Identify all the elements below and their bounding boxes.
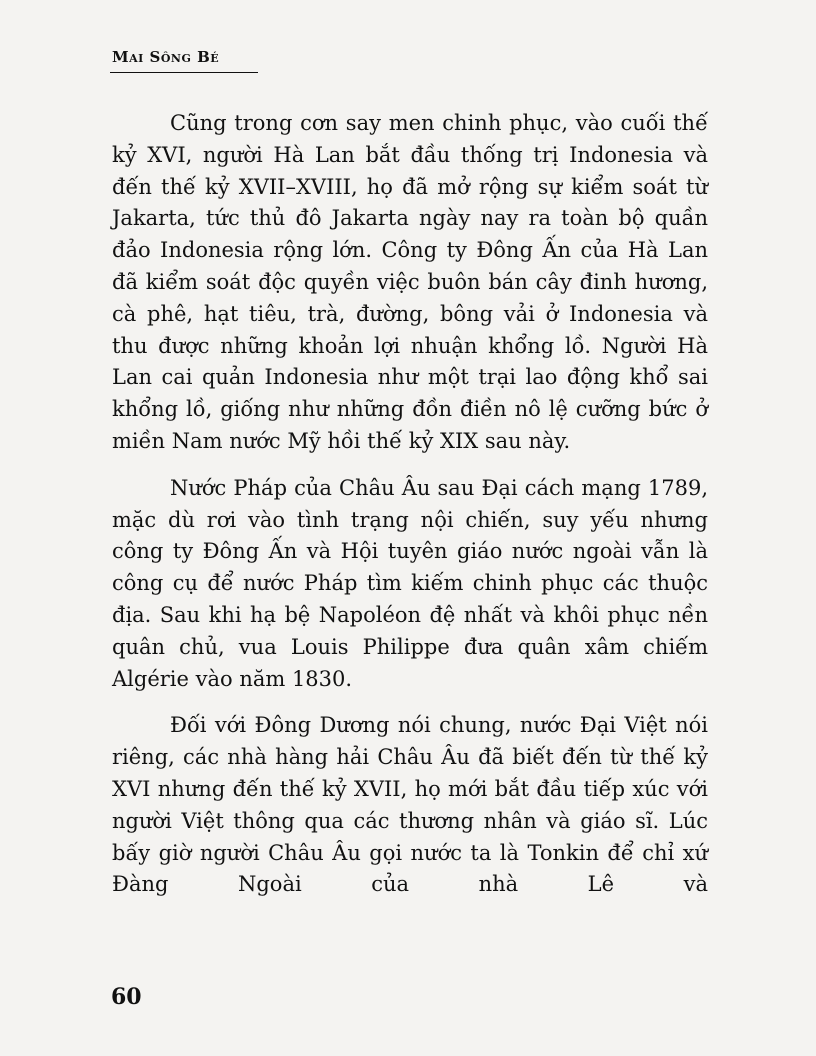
page-number: 60 [111,984,142,1010]
paragraph-1: Cũng trong cơn say men chinh phục, vào cuối thế kỷ XVI, người Hà Lan bắt đầu thống trị Indonesia và đến thế kỷ XVII–XVIII, họ đã mở rộng sự kiểm soát từ Jakarta, tức thủ đô Jakarta ngày nay ra toàn bộ quần đảo Indonesia rộng lớn. Công ty Đông Ấn của Hà Lan đã kiểm soát độc quyền việc buôn bán cây đinh hương, cà phê, hạt tiêu, trà, đường, bông vải ở Indonesia và thu được những khoản lợi nhuận khổng lồ. Người Hà Lan cai quản Indonesia như một trại lao động khổ sai khổng lồ, giống như những đồn điền nô lệ cưỡng bức ở miền Nam nước Mỹ hồi thế kỷ XIX sau này. [112,111,708,453]
paragraph-3: Đối với Đông Dương nói chung, nước Đại Việt nói riêng, các nhà hàng hải Châu Âu đã biết đến từ thế kỷ XVI nhưng đến thế kỷ XVII, họ mới bắt đầu tiếp xúc với người Việt thông qua các thương nhân và giáo sĩ. Lúc bấy giờ người Châu Âu gọi nước ta là Tonkin để chỉ xứ Đàng Ngoài của nhà Lê và [112,713,708,897]
running-header: Mai Sông Bé [112,48,220,66]
header-rule [110,72,258,73]
page-body [112,108,708,901]
paragraph-2: Nước Pháp của Châu Âu sau Đại cách mạng 1789, mặc dù rơi vào tình trạng nội chiến, suy yếu nhưng công ty Đông Ấn và Hội tuyên giáo nước ngoài vẫn là công cụ để nước Pháp tìm kiếm chinh phục các thuộc địa. Sau khi hạ bệ Napoléon đệ nhất và khôi phục nền quân chủ, vua Louis Philippe đưa quân xâm chiếm Algérie vào năm 1830. [112,475,708,691]
